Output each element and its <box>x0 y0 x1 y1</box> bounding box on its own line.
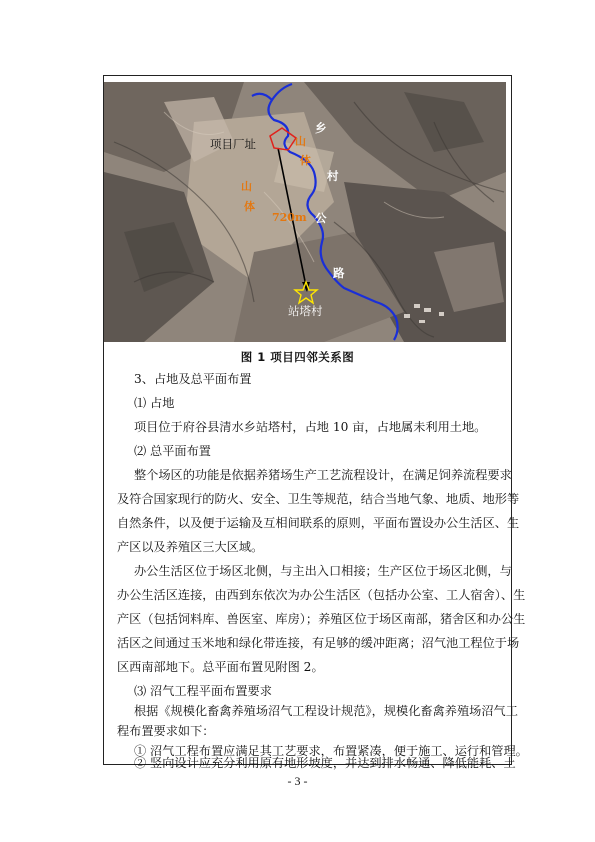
section-heading: 3、占地及总平面布置 <box>134 372 252 386</box>
label-road-3: 公 <box>315 211 327 225</box>
paragraph-line: 产区以及养殖区三大区域。 <box>117 540 264 554</box>
list-item: ② 竖向设计应充分利用原有地形坡度，并达到排水畅通、降低能耗、土 <box>134 756 516 770</box>
label-mountain-right-2: 体 <box>300 154 311 167</box>
paragraph-line: 办公生活区连接，由西到东依次为办公生活区（包括办公室、工人宿舍）、生 <box>117 588 526 602</box>
subsection-heading: ⑶ 沼气工程平面布置要求 <box>134 684 272 698</box>
paragraph-line: 程布置要求如下： <box>117 724 215 738</box>
label-village: 站塔村 <box>288 304 323 318</box>
subsection-heading: ⑵ 总平面布置 <box>134 444 211 458</box>
paragraph-line: 办公生活区位于场区北侧，与主出入口相接；生产区位于场区北侧，与 <box>134 564 512 578</box>
page-number: - 3 - <box>287 774 308 788</box>
paragraph-line: 产区（包括饲料库、兽医室、库房）；养殖区位于场区南部，猪舍区和办公生 <box>117 612 526 626</box>
list-item: ① 沼气工程布置应满足其工艺要求，布置紧凑，便于施工、运行和管理。 <box>134 744 528 758</box>
paragraph-line: 自然条件，以及便于运输及互相间联系的原则，平面布置设办公生活区、生 <box>117 516 520 530</box>
figure-caption: 图 1 项目四邻关系图 <box>240 350 355 364</box>
label-road-4: 路 <box>333 266 345 280</box>
paragraph-line: 项目位于府谷县清水乡站塔村，占地 10 亩，占地属未利用土地。 <box>134 420 487 434</box>
paragraph-line: 整个场区的功能是依据养猪场生产工艺流程设计，在满足饲养流程要求 <box>134 468 512 482</box>
label-road-2: 村 <box>327 169 339 183</box>
label-distance: 720m <box>272 211 307 224</box>
paragraph-line: 及符合国家现行的防火、安全、卫生等规范，结合当地气象、地质、地形等 <box>117 492 520 506</box>
label-mountain-left-1: 山 <box>241 180 252 193</box>
label-mountain-left-2: 体 <box>244 200 255 213</box>
paragraph-line: 区西南部地下。总平面布置见附图 2。 <box>117 660 324 674</box>
subsection-heading: ⑴ 占地 <box>134 396 175 410</box>
label-site: 项目厂址 <box>210 137 256 151</box>
paragraph-line: 活区之间通过玉米地和绿化带连接，有足够的缓冲距离；沼气池工程位于场 <box>117 636 520 650</box>
label-mountain-right-1: 山 <box>295 135 306 148</box>
label-road-1: 乡 <box>315 121 327 135</box>
paragraph-line: 根据《规模化畜禽养殖场沼气工程设计规范》，规模化畜禽养殖场沼气工 <box>134 704 518 718</box>
